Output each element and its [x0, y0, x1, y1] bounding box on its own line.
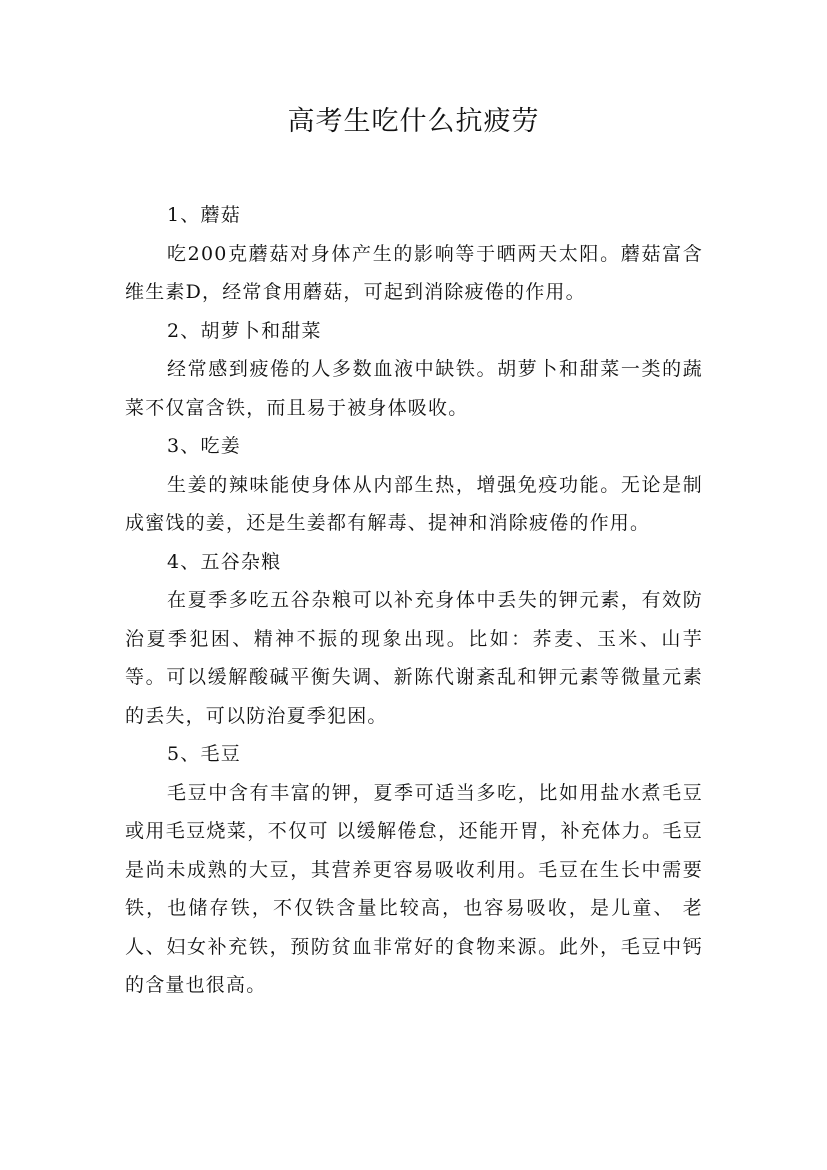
section-body-grains: 在夏季多吃五谷杂粮可以补充身体中丢失的钾元素，有效防治夏季犯困、精神不振的现象出现。比如：荞麦、玉米、山芋等。可以缓解酸碱平衡失调、新陈代谢紊乱和钾元素等微量元素的丢失，可以防治夏季犯困。 — [125, 589, 703, 727]
section-heading-mushroom: 1、蘑菇 — [167, 204, 241, 226]
section-heading-carrot-beet: 2、胡萝卜和甜菜 — [167, 319, 322, 342]
section-body-edamame: 毛豆中含有丰富的钾，夏季可适当多吃，比如用盐水煮毛豆或用毛豆烧菜，不仅可 以缓解倦怠，还能开胃，补充体力。毛豆是尚未成熟的大豆，其营养更容易吸收利用。毛豆在生长中需要铁，也储存铁，不仅铁含量比较高，也容易吸收，是儿童、 老人、妇女补充铁，预防贫血非常好的食物来源。此外，毛豆中钙的含量也很高。 — [125, 781, 703, 996]
section-heading-edamame: 5、毛豆 — [167, 743, 241, 765]
document-body — [125, 196, 703, 1005]
section-body-carrot-beet: 经常感到疲倦的人多数血液中缺铁。胡萝卜和甜菜一类的蔬菜不仅富含铁，而且易于被身体吸收。 — [125, 358, 703, 419]
section-heading-grains: 4、五谷杂粮 — [167, 550, 282, 573]
section-body-ginger: 生姜的辣味能使身体从内部生热，增强免疫功能。无论是制成蜜饯的姜，还是生姜都有解毒、提神和消除疲倦的作用。 — [125, 473, 703, 534]
document-title: 高考生吃什么抗疲劳 — [287, 106, 540, 137]
section-body-mushroom: 吃200克蘑菇对身体产生的影响等于晒两天太阳。蘑菇富含维生素D，经常食用蘑菇，可起到消除疲倦的作用。 — [125, 242, 703, 303]
section-heading-ginger: 3、吃姜 — [167, 435, 241, 457]
